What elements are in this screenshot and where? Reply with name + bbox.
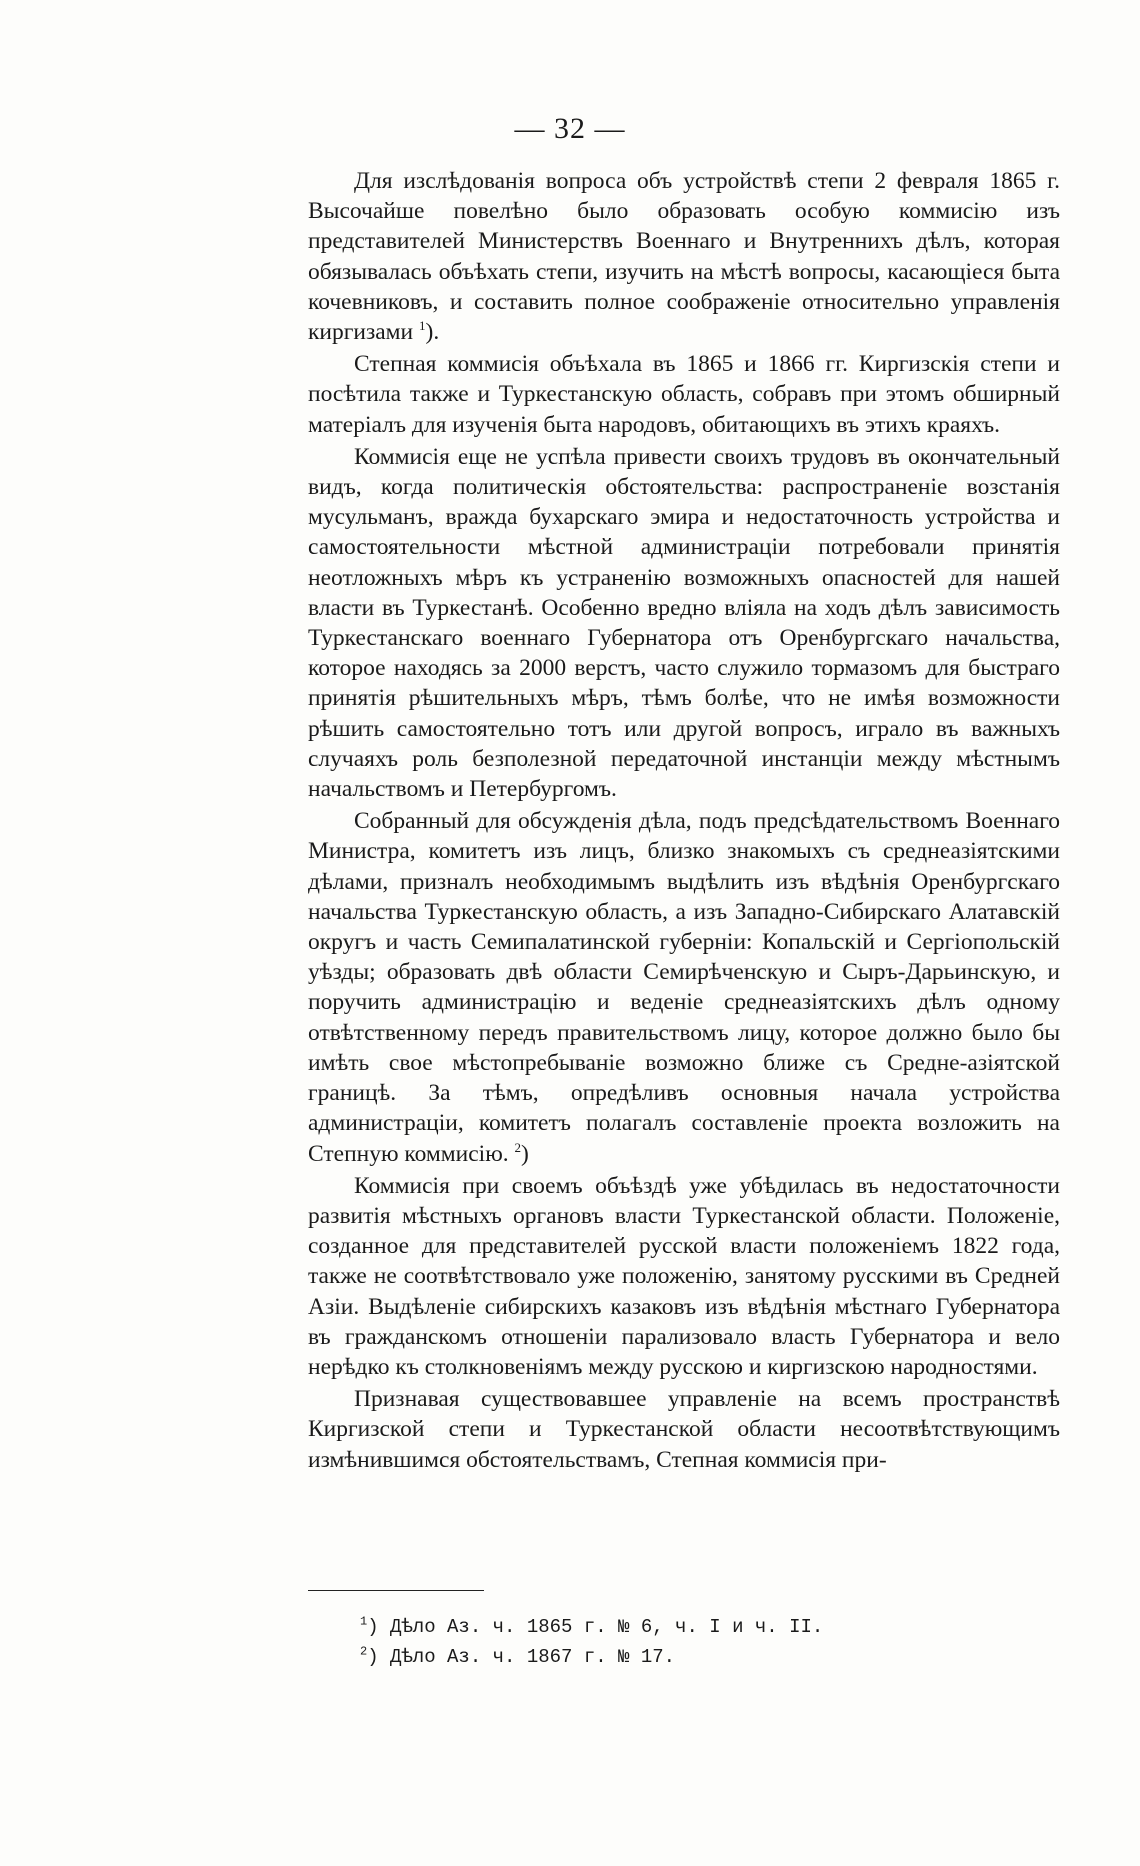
footnotes — [360, 1612, 1040, 1672]
paragraph-2 — [308, 349, 1060, 440]
footnote-text: ) Дѣло Аз. ч. 1865 г. № 6, ч. I и ч. II. — [367, 1616, 824, 1638]
paragraph-5 — [308, 1171, 1060, 1382]
footnote-marker: 1 — [360, 1614, 368, 1629]
paragraph-tail: ). — [425, 319, 440, 346]
footnote-divider — [308, 1590, 484, 1591]
paragraph-text: Коммисія при своемъ объѣздѣ уже убѣдилась въ недостаточности развитія мѣстныхъ органовъ власти Туркестанской области. Положеніе, созданное для представителей русской власти положеніемъ 1822 года, также не соотвѣтствовало уже положенію, занятому русскими въ Средней Азіи. Выдѣленіе сибирскихъ казаковъ изъ вѣдѣнія мѣстнаго Губернатора въ гражданскомъ отношеніи парализовало власть Губернатора и вело нерѣдко къ столкновеніямъ между русскою и киргизскою народностями. — [308, 1172, 1060, 1380]
footnote-text: ) Дѣло Аз. ч. 1867 г. № 17. — [367, 1646, 676, 1668]
paragraph-1 — [308, 166, 1060, 347]
paragraph-text: Для изслѣдованія вопроса объ устройствѣ степи 2 февраля 1865 г. Высочайше повелѣно было образовать особую коммисію изъ представителей Министерствъ Военнаго и Внутреннихъ дѣлъ, которая обязывалась объѣхать степи, изучить на мѣстѣ вопросы, касающіеся быта кочевниковъ, и составить полное соображеніе относительно управленія киргизами — [308, 168, 1060, 346]
page-number: — 32 — — [514, 112, 626, 145]
footnote-2 — [360, 1642, 1040, 1672]
paragraph-text: Признавая существовавшее управленіе на всемъ пространствѣ Киргизской степи и Туркестанской области несоотвѣтствующимъ измѣнившимся обстоятельствамъ, Степная коммисія при- — [308, 1386, 1060, 1473]
footnote-ref-2: 2 — [514, 1139, 522, 1155]
footnote-ref-1: 1 — [419, 318, 426, 334]
paragraph-text: Степная коммисія объѣхала въ 1865 и 1866 гг. Киргизскія степи и посѣтила также и Туркестанскую область, собравъ при этомъ обширный матеріалъ для изученія быта народовъ, обитающихъ въ этихъ краяхъ. — [308, 351, 1060, 438]
paragraph-3 — [308, 442, 1060, 804]
paragraph-6 — [308, 1384, 1060, 1475]
footnote-marker: 2 — [360, 1644, 368, 1659]
paragraph-text: Собранный для обсужденія дѣла, подъ предсѣдательствомъ Военнаго Министра, комитетъ изъ лицъ, близко знакомыхъ съ среднеазіятскими дѣлами, призналъ необходимымъ выдѣлить изъ вѣдѣнія Оренбургскаго начальства Туркестанскую область, а изъ Западно-Сибирскаго Алатавскій округъ и часть Семипалатинской губерніи: Копальскій и Сергіопольскій уѣзды; образовать двѣ области Семирѣченскую и Сыръ-Дарьинскую, и поручить администрацію и веденіе среднеазіятскихъ дѣлъ одному отвѣтственному передъ правительствомъ лицу, которое должно было бы имѣть свое мѣстопребываніе возможно ближе съ Средне-азіятской границѣ. За тѣмъ, опредѣливъ основныя начала устройства администраціи, комитетъ полагалъ составленіе проекта возложить на Степную коммисію. — [308, 808, 1060, 1167]
paragraph-tail: ) — [521, 1140, 529, 1167]
paragraph-text: Коммисія еще не успѣла привести своихъ трудовъ въ окончательный видъ, когда политическія обстоятельства: распространеніе возстанія мусульманъ, вражда бухарскаго эмира и недостаточность устройства и самостоятельности мѣстной администраціи потребовали принятія неотложныхъ мѣръ къ устраненію возможныхъ опасностей для нашей власти въ Туркестанѣ. Особенно вредно вліяла на ходъ дѣлъ зависимость Туркестанскаго военнаго Губернатора отъ Оренбургскаго начальства, которое находясь за 2000 верстъ, часто служило тормазомъ для быстраго принятія рѣшительныхъ мѣръ, тѣмъ болѣе, что не имѣя возможности рѣшить самостоятельно тотъ или другой вопросъ, играло въ важныхъ случаяхъ роль безполезной передаточной инстанціи между мѣстнымъ начальствомъ и Петербургомъ. — [308, 443, 1060, 803]
footnote-1 — [360, 1612, 1040, 1642]
paragraph-4 — [308, 806, 1060, 1168]
body-text — [308, 166, 1060, 1475]
